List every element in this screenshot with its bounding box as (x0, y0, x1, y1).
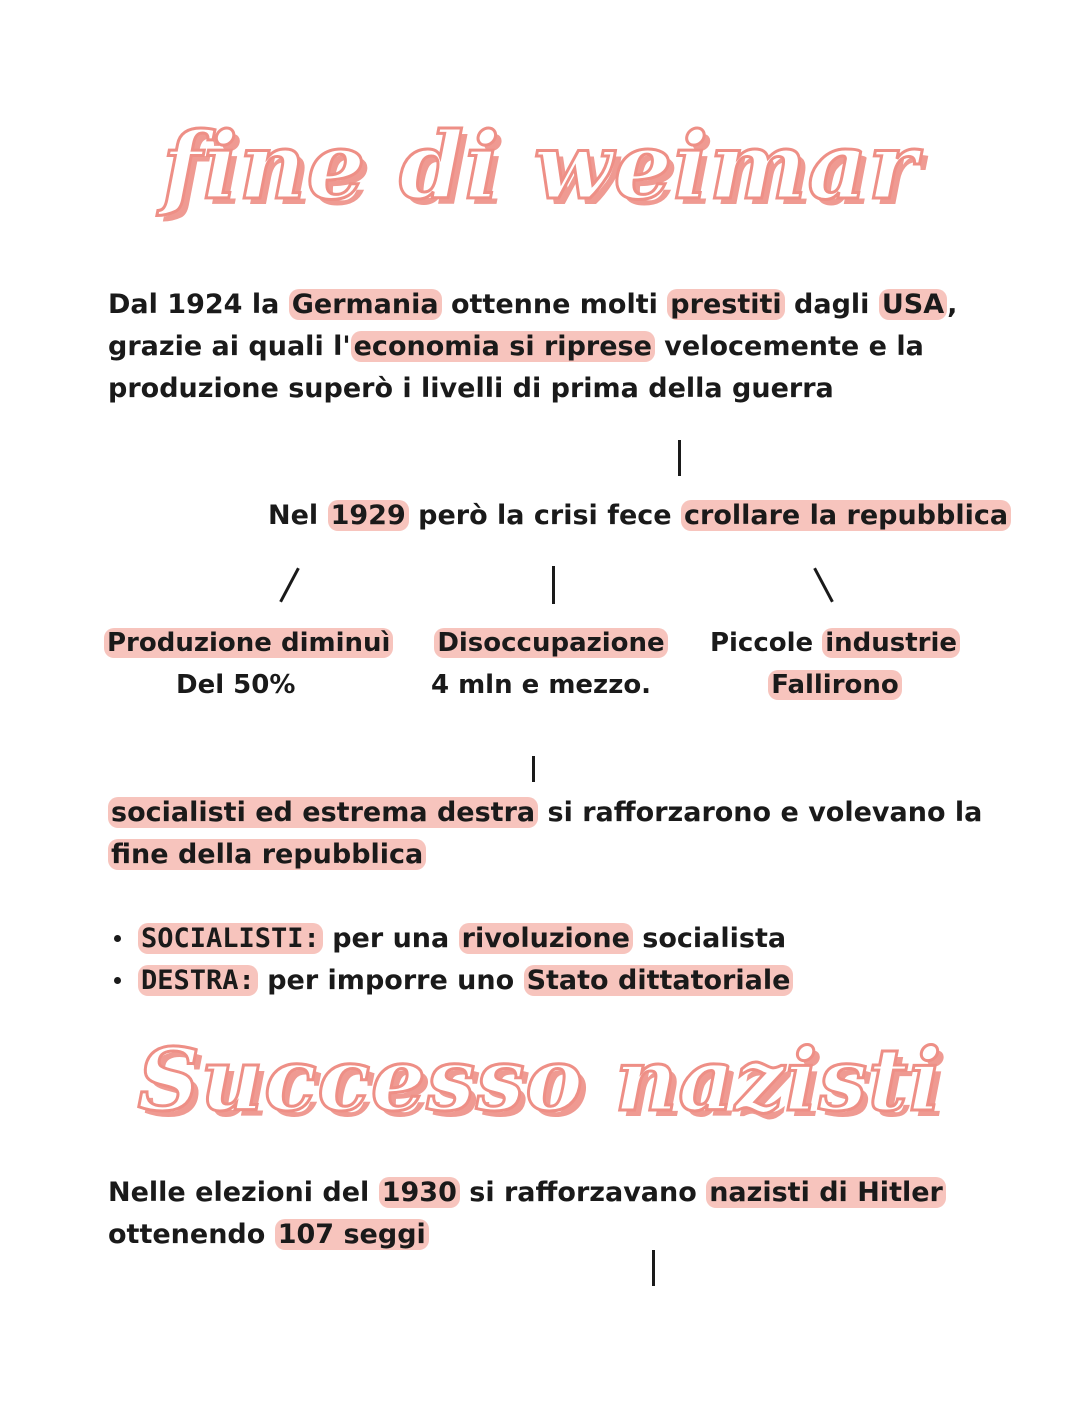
highlight-107-seggi: 107 seggi (275, 1219, 429, 1250)
highlight-fine-repubblica: fine della repubblica (108, 839, 426, 870)
elections-paragraph (108, 1172, 988, 1256)
bullet-dot (114, 935, 121, 942)
highlight-crollare: crollare la repubblica (681, 500, 1011, 531)
branch-produzione-value: Del 50% (176, 670, 296, 700)
branch-disoccupazione (416, 622, 686, 706)
highlight-produzione: Produzione diminuì (104, 628, 393, 658)
crisis-text-2: però la crisi fece (408, 500, 681, 531)
bullet-text: per una (322, 923, 459, 954)
branch-disoccupazione-value: 4 mln e mezzo. (430, 670, 652, 700)
highlight-1930: 1930 (379, 1177, 460, 1208)
intro-text-2: ottenne molti (441, 289, 668, 320)
connector-line-2 (532, 756, 535, 782)
branch-produzione (104, 622, 391, 706)
crisis-line (268, 496, 1011, 536)
highlight-rivoluzione: rivoluzione (459, 923, 633, 954)
crisis-text-1: Nel (268, 500, 328, 531)
bullet-dot (114, 977, 121, 984)
intro-text-5: velocemente e la produzione superò i livelli di prima della guerra (108, 331, 924, 404)
branch-piccole-text: Piccole (709, 628, 823, 658)
consequence-text-1: si rafforzarono e volevano la (538, 797, 983, 828)
consequence-paragraph (108, 792, 988, 876)
intro-text-3: dagli (784, 289, 879, 320)
branch-piccole-industrie (700, 622, 970, 706)
highlight-economia: economia si riprese (351, 331, 655, 362)
branch-connector-center (552, 566, 555, 604)
connector-line-1 (678, 440, 681, 476)
bullet-list (108, 918, 988, 1002)
branch-connector-right (813, 568, 833, 603)
bullet-text: socialista (632, 923, 787, 954)
branch-connector-left (279, 568, 299, 603)
intro-text-4: , grazie ai quali l' (108, 289, 958, 362)
list-item (108, 918, 988, 960)
title-fine-di-weimar: fine di weimar (162, 112, 918, 220)
elections-text-3: ottenendo (108, 1219, 275, 1250)
highlight-1929: 1929 (328, 500, 409, 531)
bullet-text: per imporre uno (257, 965, 524, 996)
highlight-stato-dittatoriale: Stato dittatoriale (524, 965, 794, 996)
highlight-usa: USA (879, 289, 947, 320)
bullet-label-destra: DESTRA: (138, 965, 258, 996)
highlight-nazisti-hitler: nazisti di Hitler (706, 1177, 946, 1208)
list-item (108, 960, 988, 1002)
highlight-prestiti: prestiti (667, 289, 784, 320)
bullet-label-socialisti: SOCIALISTI: (138, 923, 323, 954)
elections-text-2: si rafforzavano (459, 1177, 707, 1208)
connector-line-3 (652, 1250, 655, 1286)
intro-text-1: Dal 1924 la (108, 289, 289, 320)
highlight-germania: Germania (289, 289, 442, 320)
elections-text-1: Nelle elezioni del (108, 1177, 379, 1208)
highlight-fallirono: Fallirono (768, 670, 902, 700)
highlight-disoccupazione: Disoccupazione (434, 628, 667, 658)
title-successo-nazisti: Successo nazisti (137, 1030, 943, 1131)
intro-paragraph (108, 284, 988, 410)
highlight-socialisti-destra: socialisti ed estrema destra (108, 797, 538, 828)
highlight-industrie: industrie (822, 628, 960, 658)
